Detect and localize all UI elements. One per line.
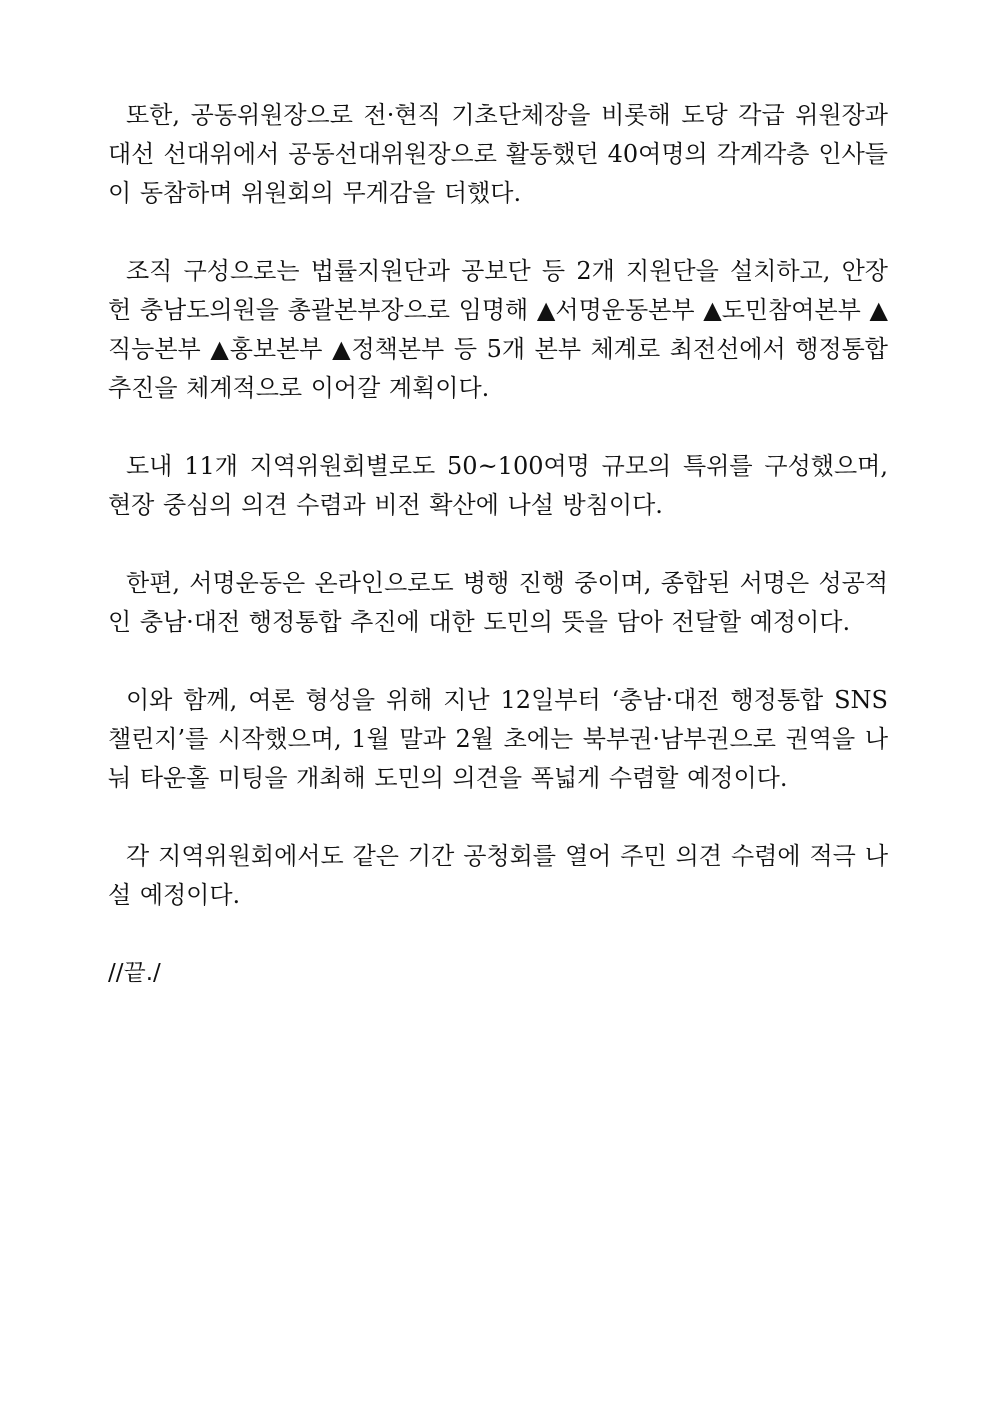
paragraph-sns-challenge: 이와 함께, 여론 형성을 위해 지난 12일부터 ‘충남·대전 행정통합 SNS 챌린지’를 시작했으며, 1월 말과 2월 초에는 북부권·남부권으로 권역을 나눠 타운홀 미팅을 개최해 도민의 의견을 폭넓게 수렴할 예정이다.: [108, 686, 888, 792]
paragraph-organization: 조직 구성으로는 법률지원단과 공보단 등 2개 지원단을 설치하고, 안장헌 충남도의원을 총괄본부장으로 임명해 ▲서명운동본부 ▲도민참여본부 ▲직능본부 ▲홍보본부 ▲정책본부 등 5개 본부 체계로 최전선에서 행정통합 추진을 체계적으로 이어갈 계획이다.: [108, 257, 888, 402]
paragraph-co-chairs: 또한, 공동위원장으로 전·현직 기초단체장을 비롯해 도당 각급 위원장과 대선 선대위에서 공동선대위원장으로 활동했던 40여명의 각계각층 인사들이 동참하며 위원회의 무게감을 더했다.: [108, 101, 888, 207]
paragraph-public-hearings: 각 지역위원회에서도 같은 기간 공청회를 열어 주민 의견 수렴에 적극 나설 예정이다.: [108, 842, 888, 909]
paragraph-regional-committees: 도내 11개 지역위원회별로도 50~100여명 규모의 특위를 구성했으며, 현장 중심의 의견 수렴과 비전 확산에 나설 방침이다.: [108, 452, 888, 519]
end-mark: //끝./: [108, 960, 161, 986]
document-body: [108, 96, 888, 993]
paragraph-signature-campaign: 한편, 서명운동은 온라인으로도 병행 진행 중이며, 종합된 서명은 성공적인 충남·대전 행정통합 추진에 대한 도민의 뜻을 담아 전달할 예정이다.: [108, 569, 888, 636]
